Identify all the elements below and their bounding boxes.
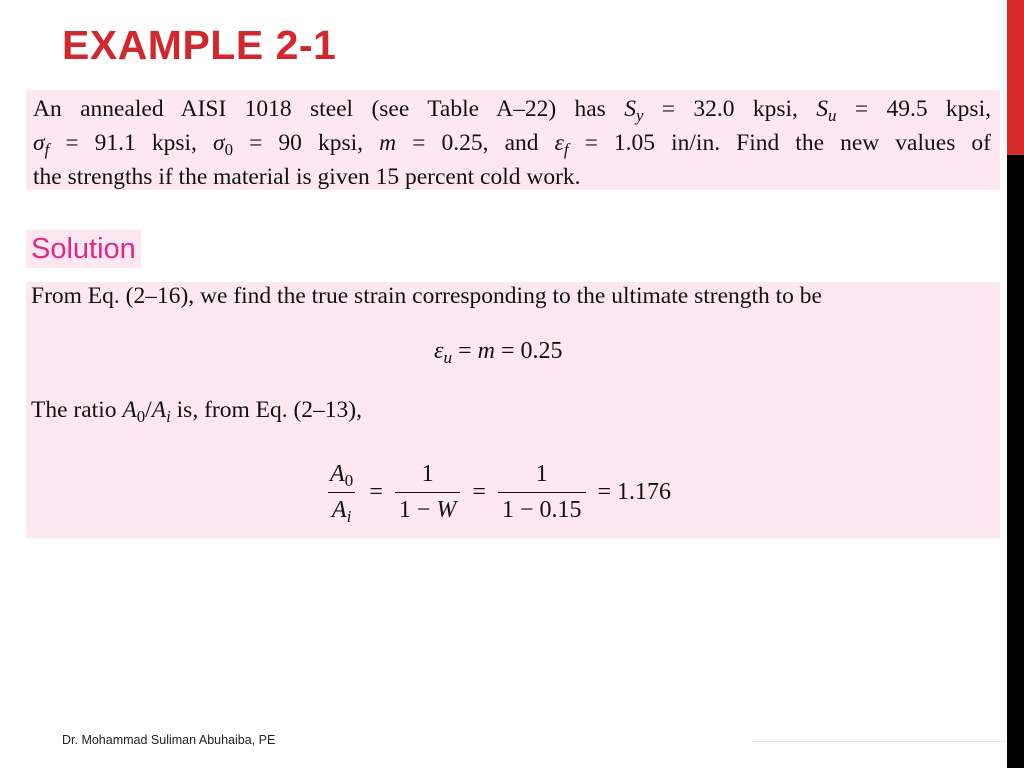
- equals-sign: =: [472, 478, 486, 505]
- equals-sign: =: [369, 478, 383, 505]
- problem-line-2: $\sigma_f = 91.1$ kpsi, $\sigma_0 = 90$ kpsi, m = 0.25, and $\varepsilon_f = 1.05$ in/in. Find the new values of: [33, 130, 991, 160]
- solution-label: Solution: [26, 230, 141, 268]
- fraction-numeric: $\frac{1}{1 - 0.15}$: [498, 461, 586, 524]
- equation-area-ratio: [320, 452, 677, 532]
- footer-divider: [752, 741, 1007, 742]
- equation-true-strain: $\varepsilon_u = m = 0.25$: [434, 338, 563, 368]
- problem-line-3: the strengths if the material is given 15 percent cold work.: [33, 164, 581, 190]
- slide-title: EXAMPLE 2-1: [62, 22, 337, 68]
- solution-text-2: The ratio $A_0/A_i$ is, from Eq. (2–13),: [31, 397, 363, 427]
- accent-bar-red: [1007, 0, 1024, 155]
- fraction-area-ratio: $\frac{A_0}{A_i}$: [326, 461, 357, 524]
- problem-line-1: An annealed AISI 1018 steel (see Table A–22) has $S_y = 32.0$ kpsi, $S_u = 49.5$ kpsi,: [33, 96, 991, 126]
- footer-author: Dr. Mohammad Suliman Abuhaiba, PE: [62, 733, 276, 747]
- fraction-one-minus-w: $\frac{1}{1 - W}$: [395, 461, 461, 524]
- solution-text-1: From Eq. (2–16), we find the true strain corresponding to the ultimate strength to be: [31, 283, 822, 309]
- accent-bar-black: [1007, 155, 1024, 768]
- result-value: = 1.176: [597, 478, 672, 505]
- problem-statement-box: [26, 90, 1000, 190]
- problem-statement: [33, 92, 991, 194]
- solution-box: [26, 282, 1000, 538]
